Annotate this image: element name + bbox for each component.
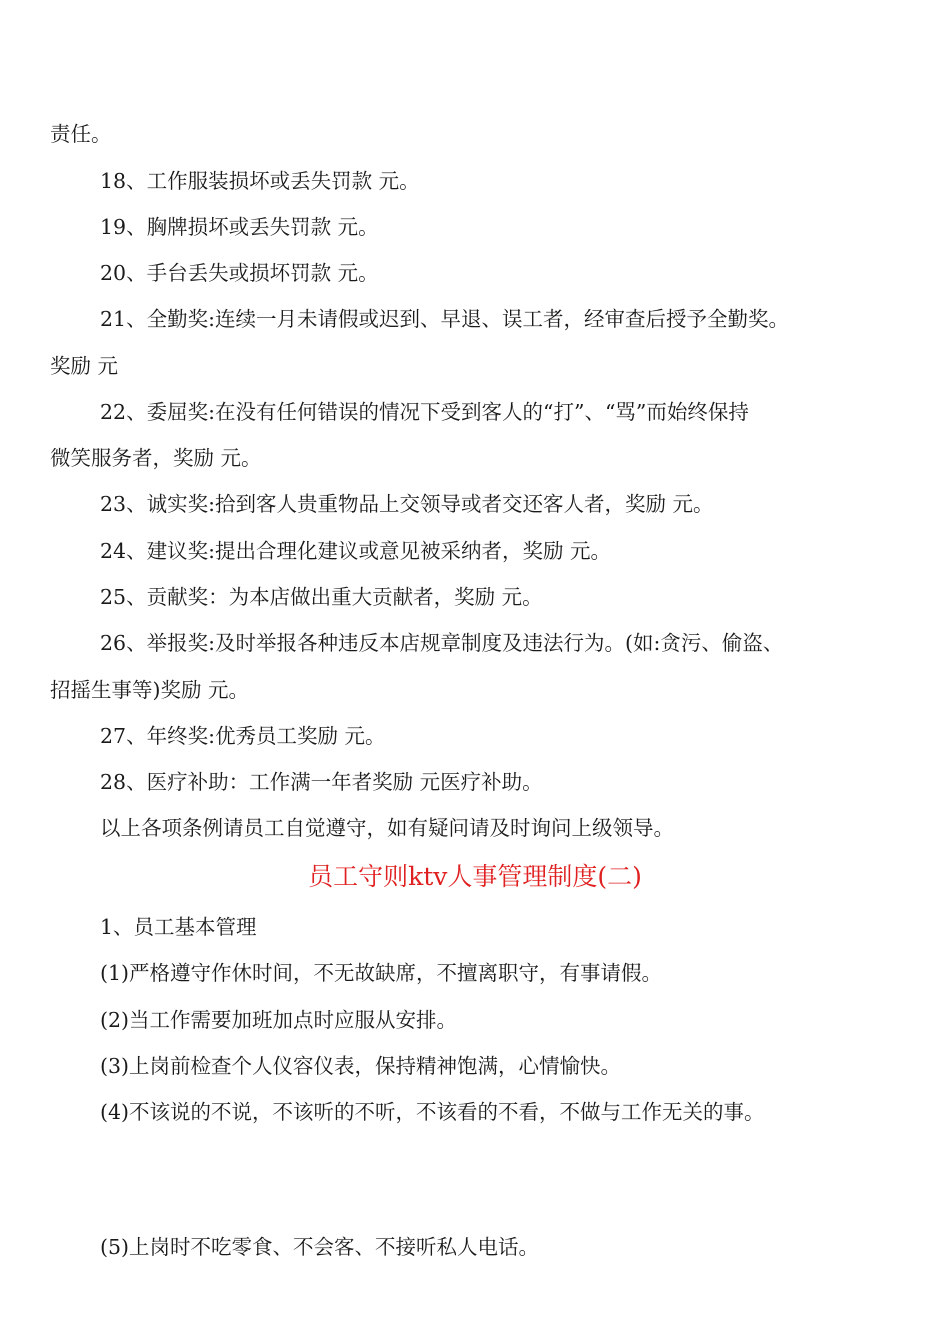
text-line: 20、手台丢失或损坏罚款 元。 bbox=[100, 261, 379, 285]
text-line: 奖励 元 bbox=[50, 354, 119, 378]
text-line: (1)严格遵守作休时间，不无故缺席，不擅离职守，有事请假。 bbox=[100, 961, 663, 985]
section-title: 员工守则ktv人事管理制度(二) bbox=[308, 862, 642, 891]
text-line: 23、诚实奖:拾到客人贵重物品上交领导或者交还客人者，奖励 元。 bbox=[100, 492, 714, 516]
text-line: 28、医疗补助：工作满一年者奖励 元医疗补助。 bbox=[100, 770, 543, 794]
text-line: 27、年终奖:优秀员工奖励 元。 bbox=[100, 724, 386, 748]
text-line: 24、建议奖:提出合理化建议或意见被采纳者，奖励 元。 bbox=[100, 539, 612, 563]
text-line: (3)上岗前检查个人仪容仪表，保持精神饱满，心情愉快。 bbox=[100, 1054, 622, 1078]
text-line: 22、委屈奖:在没有任何错误的情况下受到客人的“打”、“骂”而始终保持 bbox=[100, 400, 749, 424]
text-line: 责任。 bbox=[50, 122, 112, 146]
text-line: 21、全勤奖:连续一月未请假或迟到、早退、误工者，经审查后授予全勤奖。 bbox=[100, 307, 789, 331]
text-line: 19、胸牌损坏或丢失罚款 元。 bbox=[100, 215, 379, 239]
text-line: 以上各项条例请员工自觉遵守，如有疑问请及时询问上级领导。 bbox=[100, 816, 674, 840]
text-line: 招摇生事等)奖励 元。 bbox=[50, 678, 250, 702]
text-line: 微笑服务者，奖励 元。 bbox=[50, 446, 262, 470]
text-line: 25、贡献奖：为本店做出重大贡献者，奖励 元。 bbox=[100, 585, 543, 609]
text-line: 26、举报奖:及时举报各种违反本店规章制度及违法行为。(如:贪污、偷盗、 bbox=[100, 631, 784, 655]
text-line: (5)上岗时不吃零食、不会客、不接听私人电话。 bbox=[100, 1235, 540, 1259]
text-line: 18、工作服装损坏或丢失罚款 元。 bbox=[100, 169, 420, 193]
text-line: 1、员工基本管理 bbox=[100, 915, 257, 939]
text-line: (2)当工作需要加班加点时应服从安排。 bbox=[100, 1008, 458, 1032]
text-line: (4)不该说的不说，不该听的不听，不该看的不看，不做与工作无关的事。 bbox=[100, 1100, 765, 1124]
